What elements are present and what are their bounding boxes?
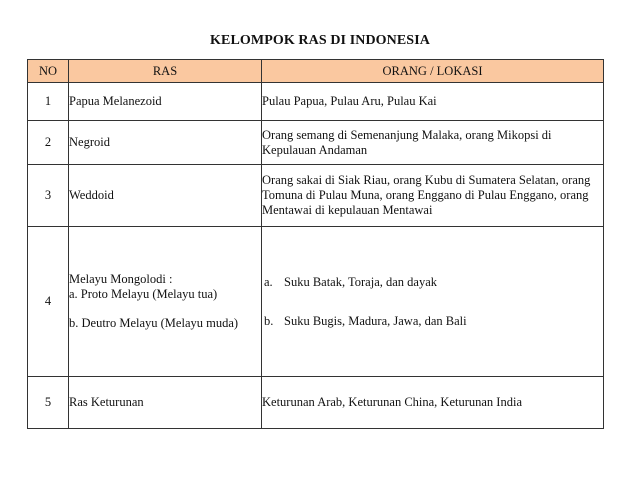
table-row xyxy=(28,227,604,377)
list-item xyxy=(264,275,603,290)
lokasi-cell: Keturunan Arab, Keturunan China, Keturunan India xyxy=(262,377,604,429)
page-title: KELOMPOK RAS DI INDONESIA xyxy=(210,33,430,48)
table-row xyxy=(28,377,604,429)
table-header-row xyxy=(28,60,604,83)
lokasi-cell: Pulau Papua, Pulau Aru, Pulau Kai xyxy=(262,83,604,121)
header-no: NO xyxy=(28,60,69,83)
lokasi-cell: Orang sakai di Siak Riau, orang Kubu di Sumatera Selatan, orang Tomuna di Pulau Muna, orang Enggano di Pulau Enggano, orang Mentawai di kepulauan Mentawai xyxy=(262,165,604,227)
lokasi-cell xyxy=(262,227,604,377)
table-row xyxy=(28,121,604,165)
ras-cell: Papua Melanezoid xyxy=(69,83,262,121)
ras-cell xyxy=(69,227,262,377)
list-item xyxy=(264,314,603,329)
row-number: 5 xyxy=(28,377,69,429)
ras-subtype-b: b. Deutro Melayu (Melayu muda) xyxy=(69,316,239,330)
table-row xyxy=(28,83,604,121)
table-row xyxy=(28,165,604,227)
row-number: 2 xyxy=(28,121,69,165)
row-number: 4 xyxy=(28,227,69,377)
lokasi-cell: Orang semang di Semenanjung Malaka, orang Mikopsi di Kepulauan Andaman xyxy=(262,121,604,165)
ras-cell: Negroid xyxy=(69,121,262,165)
row-number: 3 xyxy=(28,165,69,227)
list-marker: a. xyxy=(264,274,273,289)
row-number: 1 xyxy=(28,83,69,121)
list-marker: b. xyxy=(264,313,274,328)
lokasi-list xyxy=(262,275,603,329)
ras-group-title: Melayu Mongolodi : xyxy=(69,272,173,286)
list-item-text: Suku Batak, Toraja, dan dayak xyxy=(284,274,438,289)
ras-subtype-a: a. Proto Melayu (Melayu tua) xyxy=(69,287,218,301)
ras-cell: Ras Keturunan xyxy=(69,377,262,429)
ras-cell: Weddoid xyxy=(69,165,262,227)
list-item-text: Suku Bugis, Madura, Jawa, dan Bali xyxy=(284,313,467,328)
header-ras: RAS xyxy=(69,60,262,83)
ras-table xyxy=(27,59,604,429)
header-lokasi: ORANG / LOKASI xyxy=(262,60,604,83)
